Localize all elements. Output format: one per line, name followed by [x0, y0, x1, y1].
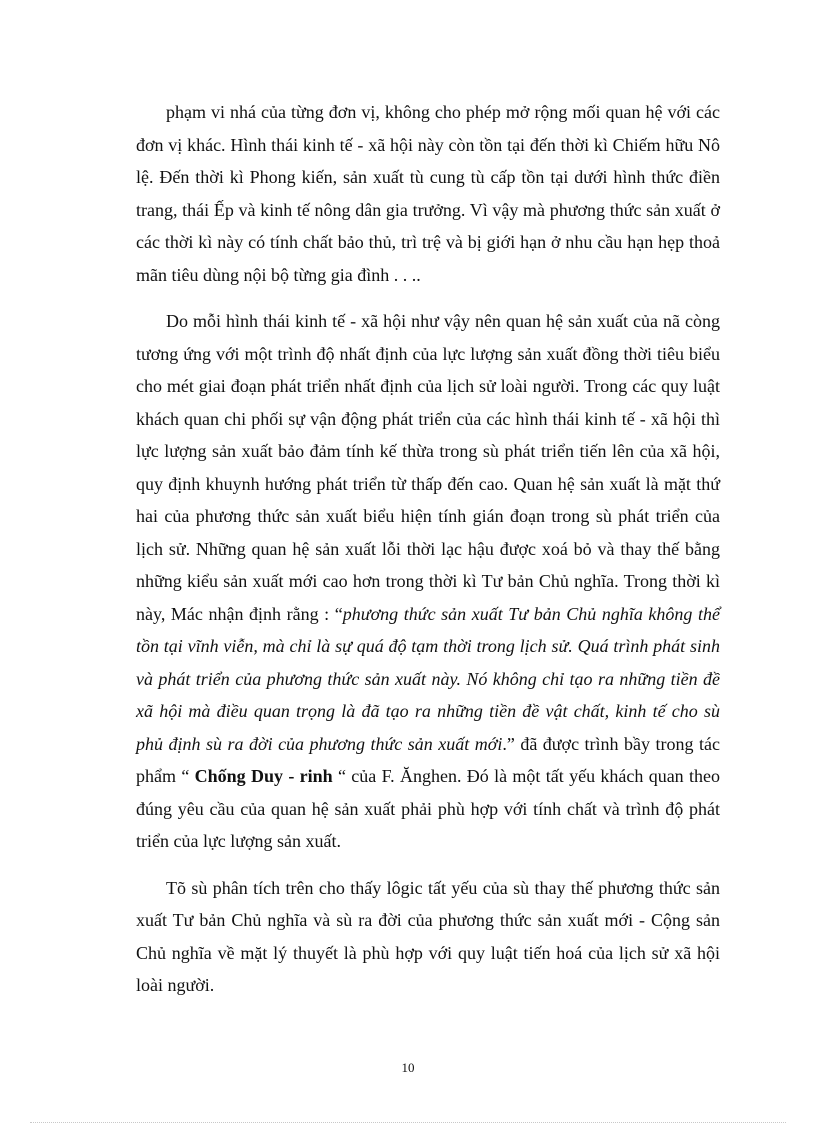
page-number: 10: [401, 1060, 415, 1075]
marx-quote: phương thức sản xuất Tư bản Chủ nghĩa không thể tồn tại vĩnh viễn, mà chỉ là sự quá độ tạm thời trong lịch sử. Quá trình phát sinh và phát triển của phương thức sản xuất này. Nó không chỉ tạo ra những tiền đề xã hội mà điều quan trọng là đã tạo ra những tiền đề vật chất, kinh tế cho sù phủ định sù ra đời của phương thức sản xuất mới: [136, 603, 720, 754]
paragraph-3: Tõ sù phân tích trên cho thấy lôgic tất yếu của sù thay thế phương thức sản xuất Tư bản Chủ nghĩa và sù ra đời của phương thức sản xuất mới - Cộng sản Chủ nghĩa về mặt lý thuyết là phù hợp với quy luật tiến hoá của lịch sử xã hội loài người.: [136, 877, 720, 995]
document-body: [136, 96, 720, 1016]
paragraph-1: phạm vi nhá của từng đơn vị, không cho phép mở rộng mối quan hệ với các đơn vị khác. Hình thái kinh tế - xã hội này còn tồn tại đến thời kì Chiếm hữu Nô lệ. Đến thời kì Phong kiến, sản xuất tù cung tù cấp tồn tại dưới hình thức điền trang, thái Ếp và kinh tế nông dân gia trưởng. Vì vậy mà phương thức sản xuất ở các thời kì này có tính chất bảo thủ, trì trệ và bị giới hạn ở nhu cầu hạn hẹp thoả mãn tiêu dùng nội bộ từng gia đình . . ..: [136, 102, 720, 285]
paragraph-2-end: “ của F. Ănghen. Đó là một tất yếu khách quan theo đúng yêu cầu của quan hệ sản xuất phải phù hợp với tính chất và trình độ phát triển của lực lượng sản xuất.: [136, 766, 720, 851]
work-title: Chống Duy - rinh: [194, 766, 333, 786]
paragraph-2: [136, 305, 720, 858]
paragraph-2-intro: Do mỗi hình thái kinh tế - xã hội như vậy nên quan hệ sản xuất của nã còng tương ứng với một trình độ nhất định của lực lượng sản xuất đồng thời tiêu biểu cho mét giai đoạn phát triển nhất định của lịch sử loài người. Trong các quy luật khách quan chi phối sự vận động phát triển của các hình thái kinh tế - xã hội thì lực lượng sản xuất bảo đảm tính kế thừa trong sù phát triển tiến lên của xã hội, quy định khuynh hướng phát triển từ thấp đến cao. Quan hệ sản xuất là mặt thứ hai của phương thức sản xuất biểu hiện tính gián đoạn trong sù phát triển của lịch sử. Những quan hệ sản xuất lỗi thời lạc hậu được xoá bỏ và thay thế bằng những kiểu sản xuất mới cao hơn trong thời kì Tư bản Chủ nghĩa. Trong thời kì này, Mác nhận định rằng : “: [136, 311, 720, 624]
paragraph-2-mid: .” đã được trình bầy trong tác phẩm “: [136, 733, 720, 786]
